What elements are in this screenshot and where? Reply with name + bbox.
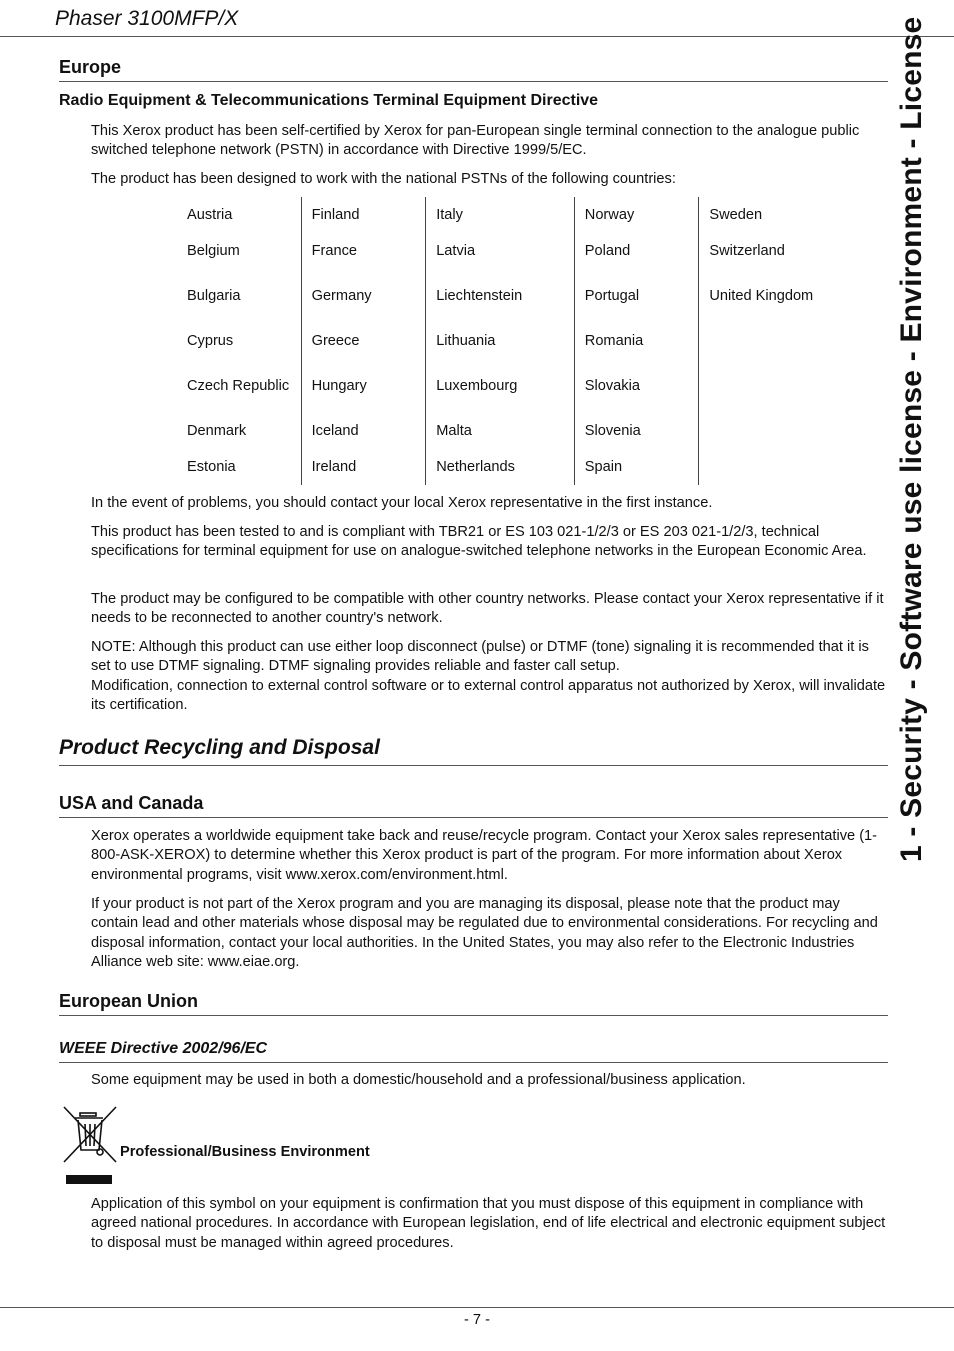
- professional-business-heading: Professional/Business Environment: [120, 1144, 370, 1160]
- european-union-heading-rule: [59, 1015, 888, 1016]
- radio-equipment-subheading: Radio Equipment & Telecommunications Terminal Equipment Directive: [59, 92, 599, 109]
- europe-note-paragraph: [91, 638, 888, 715]
- country-cell: Austria: [177, 197, 301, 233]
- country-cell: Norway: [574, 197, 699, 233]
- country-cell: Slovakia: [574, 359, 699, 413]
- europe-paragraph-2: The product has been designed to work with the national PSTNs of the following countries:: [91, 171, 676, 187]
- country-cell: Bulgaria: [177, 269, 301, 323]
- country-cell: United Kingdom: [709, 287, 814, 304]
- countries-row: [177, 413, 823, 449]
- countries-row: [177, 323, 823, 359]
- usa-canada-heading-rule: [59, 817, 888, 818]
- country-cell: Spain: [574, 449, 699, 485]
- recycling-heading-rule: [59, 765, 888, 766]
- header-rule: [0, 36, 954, 37]
- countries-row: [177, 233, 823, 269]
- country-cell: Denmark: [177, 413, 301, 449]
- european-union-heading: European Union: [59, 991, 198, 1011]
- country-cell: Ireland: [301, 449, 426, 485]
- country-cell: Romania: [574, 323, 699, 359]
- weee-paragraph-1: Some equipment may be used in both a domestic/household and a professional/business application.: [91, 1072, 746, 1088]
- country-cell: Latvia: [426, 233, 575, 269]
- country-cell: Portugal: [574, 269, 699, 323]
- country-cell: Germany: [301, 269, 426, 323]
- page-header-title: Phaser 3100MFP/X: [55, 7, 239, 30]
- country-cell: Malta: [426, 413, 575, 449]
- country-cell: [699, 449, 823, 485]
- europe-heading-rule: [59, 81, 888, 82]
- europe-paragraph-3: In the event of problems, you should contact your local Xerox representative in the first instance.: [91, 495, 713, 511]
- country-cell: Finland: [301, 197, 426, 233]
- country-cell: Lithuania: [426, 323, 575, 359]
- weee-paragraph-2: Application of this symbol on your equipment is confirmation that you must dispose of this equipment in compliance with agreed national procedures. In accordance with European legislation, end of life electrical and electronic equipment subject to disposal must be managed within agreed procedures.: [91, 1196, 886, 1251]
- country-cell: [699, 413, 823, 449]
- country-cell: France: [301, 233, 426, 269]
- country-cell: Netherlands: [426, 449, 575, 485]
- usa-canada-heading: USA and Canada: [59, 793, 204, 813]
- country-cell: Estonia: [177, 449, 301, 485]
- weee-directive-heading: WEEE Directive 2002/96/EC: [59, 1040, 268, 1057]
- country-cell: Iceland: [301, 413, 426, 449]
- country-cell: [699, 359, 823, 413]
- countries-row: [177, 359, 823, 413]
- country-cell: Liechtenstein: [426, 269, 575, 323]
- crossed-out-wheelie-bin-icon: [61, 1104, 119, 1186]
- europe-heading: Europe: [59, 57, 122, 77]
- europe-paragraph-5: The product may be configured to be compatible with other country networks. Please contact your Xerox representative if it needs to be reconnected to another country's network.: [91, 591, 884, 627]
- recycling-heading: Product Recycling and Disposal: [59, 736, 380, 759]
- country-cell: Italy: [426, 197, 575, 233]
- page-number: - 7 -: [464, 1312, 490, 1328]
- weee-heading-rule: [59, 1062, 888, 1063]
- usa-paragraph-2: If your product is not part of the Xerox program and you are managing its disposal, please note that the product may contain lead and other materials whose disposal may be regulated due to environmental considerations. For recycling and disposal information, contact your local authorities. In the United States, you may also refer to the Electronic Industries Alliance web site: www.eiae.org.: [91, 896, 878, 970]
- side-tab-chapter-title: 1 - Security - Software use license - Environment - License: [895, 16, 928, 862]
- country-cell: Belgium: [177, 233, 301, 269]
- country-cell: Sweden: [709, 206, 763, 223]
- country-cell: Hungary: [301, 359, 426, 413]
- footer-rule: [0, 1307, 954, 1308]
- country-cell: Switzerland: [709, 242, 785, 259]
- country-cell: Luxembourg: [426, 359, 575, 413]
- europe-paragraph-1: This Xerox product has been self-certified by Xerox for pan-European single terminal connection to the analogue public switched telephone network (PSTN) in accordance with Directive 1999/5/EC.: [91, 123, 860, 159]
- europe-paragraph-4: This product has been tested to and is compliant with TBR21 or ES 103 021-1/2/3 or ES 203 021-1/2/3, technical specifications for terminal equipment for use on analogue-switched telephone networks in the European Economic Area.: [91, 524, 867, 560]
- countries-row: [177, 197, 823, 233]
- country-cell: Cyprus: [177, 323, 301, 359]
- note-modification-text: Modification, connection to external control software or to external control apparatus not authorized by Xerox, will invalidate its certification.: [91, 677, 886, 713]
- note-dtmf-text: NOTE: Although this product can use either loop disconnect (pulse) or DTMF (tone) signaling it is recommended that it is set to use DTMF signaling. DTMF signaling provides reliable and faster call setup.: [91, 639, 869, 675]
- country-cell: Greece: [301, 323, 426, 359]
- usa-paragraph-1: Xerox operates a worldwide equipment take back and reuse/recycle program. Contact your Xerox sales representative (1-800-ASK-XEROX) to determine whether this Xerox product is part of the program. For more information about Xerox environmental programs, visit www.xerox.com/environment.html.: [91, 828, 878, 883]
- country-cell: Slovenia: [574, 413, 699, 449]
- countries-row: [177, 269, 823, 323]
- countries-table: [177, 197, 823, 485]
- country-cell: [699, 323, 823, 359]
- countries-row: [177, 449, 823, 485]
- country-cell: Poland: [574, 233, 699, 269]
- country-cell: Czech Republic: [177, 359, 301, 413]
